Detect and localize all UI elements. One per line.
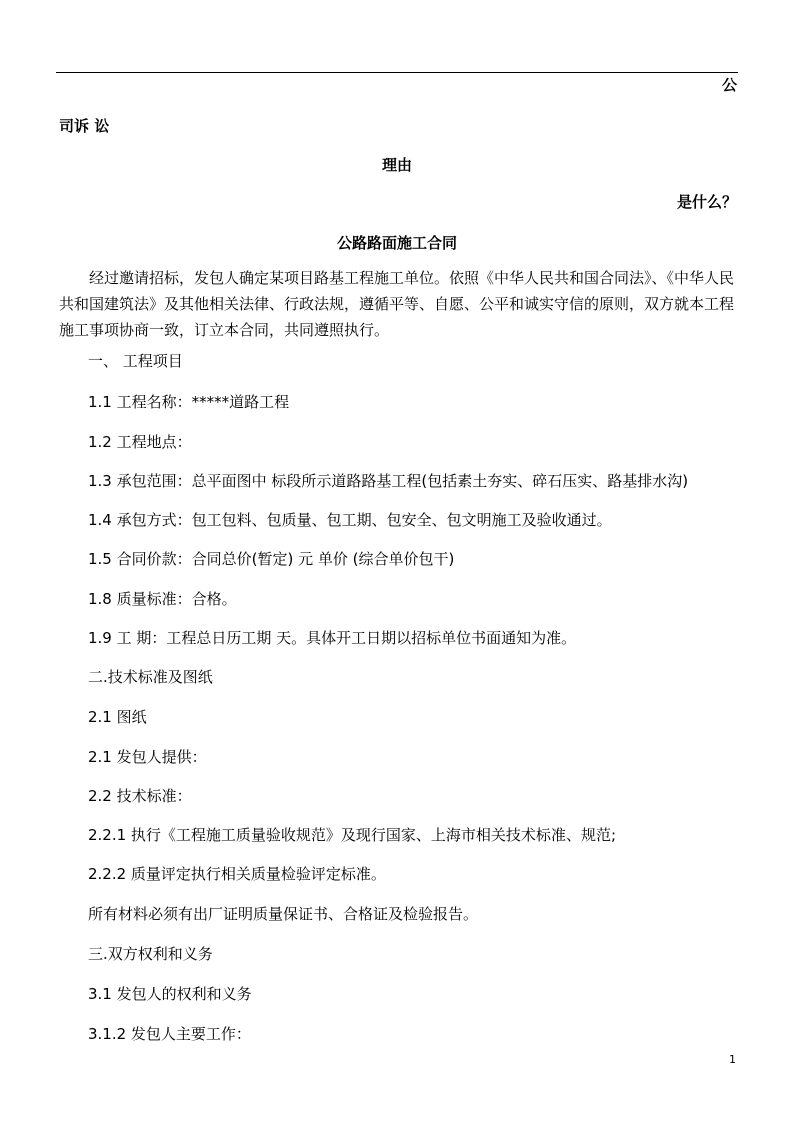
clause-1-5: 1.5 合同价款：合同总价(暂定) 元 单价 (综合单价包干) (88, 550, 455, 568)
clause-3-1: 3.1 发包人的权利和义务 (88, 985, 252, 1003)
clause-1-1: 1.1 工程名称：*****道路工程 (88, 393, 290, 411)
section-heading-2: 二.技术标准及图纸 (88, 668, 213, 686)
clause-2-1: 2.1 图纸 (88, 708, 147, 726)
intro-paragraph: 经过邀请招标，发包人确定某项目路基工程施工单位。依照《中华人民共和国合同法》、《中华人民共和国建筑法》及其他相关法律、行政法规，遵循平等、自愿、公平和诚实守信的原则，双方就本工程施工事项协商一致，订立本合同，共同遵照执行。 (59, 269, 735, 339)
clause-1-9: 1.9 工 期：工程总日历工期 天。具体开工日期以招标单位书面通知为准。 (88, 629, 577, 647)
header-fragment-1: 公 (721, 76, 737, 94)
clause-2-2: 2.2 技术标准： (88, 787, 192, 805)
clause-1-2: 1.2 工程地点： (88, 433, 192, 451)
clause-1-8: 1.8 质量标准：合格。 (88, 590, 237, 608)
header-rule (56, 72, 738, 73)
clause-2-1-provider: 2.1 发包人提供： (88, 748, 207, 766)
clause-2-2-2: 2.2.2 质量评定执行相关质量检验评定标准。 (88, 865, 386, 883)
clause-1-4: 1.4 承包方式：包工包料、包质量、包工期、包安全、包文明施工及验收通过。 (88, 511, 612, 529)
header-fragment-2: 司诉 讼 (59, 117, 110, 135)
header-fragment-3: 理由 (381, 156, 412, 174)
header-fragment-4: 是什么？ (676, 193, 737, 211)
materials-note: 所有材料必须有出厂证明质量保证书、合格证及检验报告。 (88, 905, 479, 923)
document-title: 公路路面施工合同 (336, 234, 457, 252)
page-number: 1 (729, 1053, 736, 1066)
section-heading-1: 一、 工程项目 (88, 352, 183, 370)
clause-2-2-1: 2.2.1 执行《工程施工质量验收规范》及现行国家、上海市相关技术标准、规范; (88, 826, 616, 844)
section-heading-3: 三.双方权利和义务 (88, 945, 213, 963)
clause-3-1-2: 3.1.2 发包人主要工作： (88, 1025, 251, 1043)
clause-1-3: 1.3 承包范围：总平面图中 标段所示道路路基工程(包括素土夯实、碎石压实、路基排水沟) (88, 472, 689, 490)
